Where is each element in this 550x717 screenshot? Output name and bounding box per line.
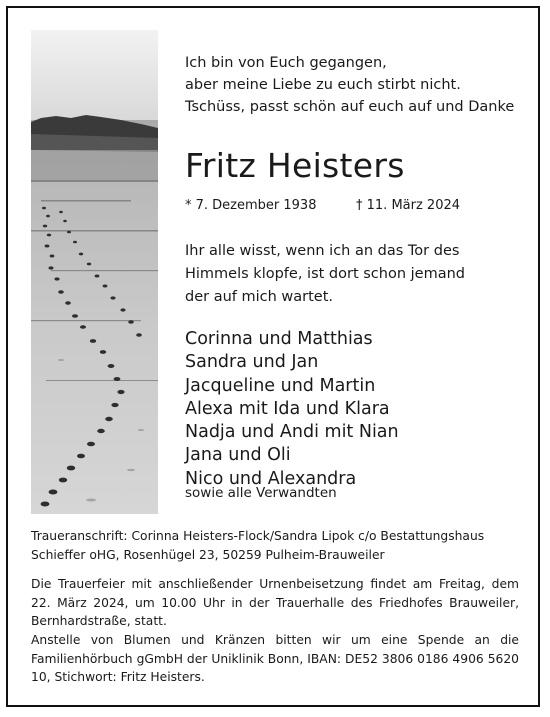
family-member: Nico und Alexandra [185, 468, 357, 489]
family-member: Nadja und Andi mit Nian [185, 422, 399, 443]
quote-line: Ihr alle wisst, wenn ich an das Tor des [185, 243, 460, 259]
family-member: Corinna und Matthias [185, 329, 373, 349]
ceremony-info: Die Trauerfeier mit anschließender Urnenbeisetzung findet am Freitag, dem 22. März 2024, um 10.00 Uhr in der Trauerhalle des Friedhofes Brauweiler, Bernhardstraße, statt. [31, 577, 519, 628]
deceased-name: Fritz Heisters [185, 146, 405, 185]
family-member: Alexa mit Ida und Klara [185, 398, 390, 419]
birth-date: * 7. Dezember 1938 [185, 198, 317, 213]
family-member: Sandra und Jan [185, 352, 319, 373]
death-date: † 11. März 2024 [356, 198, 461, 213]
quote-line: Himmels klopfe, ist dort schon jemand [185, 266, 465, 282]
donation-info: Anstelle von Blumen und Kränzen bitten wir um eine Spende an die Familienhörbuch gGmbH der Uniklinik Bonn, IBAN: DE52 3806 0186 4906 5620 10, Stichwort: Fritz Heisters. [31, 633, 519, 684]
address-line: Traueranschrift: Corinna Heisters-Flock/Sandra Lipok c/o Bestattungshaus [31, 529, 485, 543]
address-line: Schieffer oHG, Rosenhügel 23, 50259 Pulheim-Brauweiler [31, 548, 385, 562]
poem-line: Ich bin von Euch gegangen, [185, 55, 387, 71]
family-member: Jana und Oli [185, 445, 291, 466]
relatives-note: sowie alle Verwandten [185, 485, 337, 501]
beach-footprints-photo [31, 30, 158, 514]
quote [185, 240, 465, 309]
poem [185, 52, 514, 118]
poem-line: aber meine Liebe zu euch stirbt nicht. [185, 77, 461, 93]
mourning-address [31, 527, 484, 565]
poem-line: Tschüss, passt schön auf euch auf und Danke [185, 99, 515, 115]
family-list [185, 328, 399, 491]
quote-line: der auf mich wartet. [185, 289, 334, 305]
family-member: Jacqueline und Martin [185, 375, 376, 396]
